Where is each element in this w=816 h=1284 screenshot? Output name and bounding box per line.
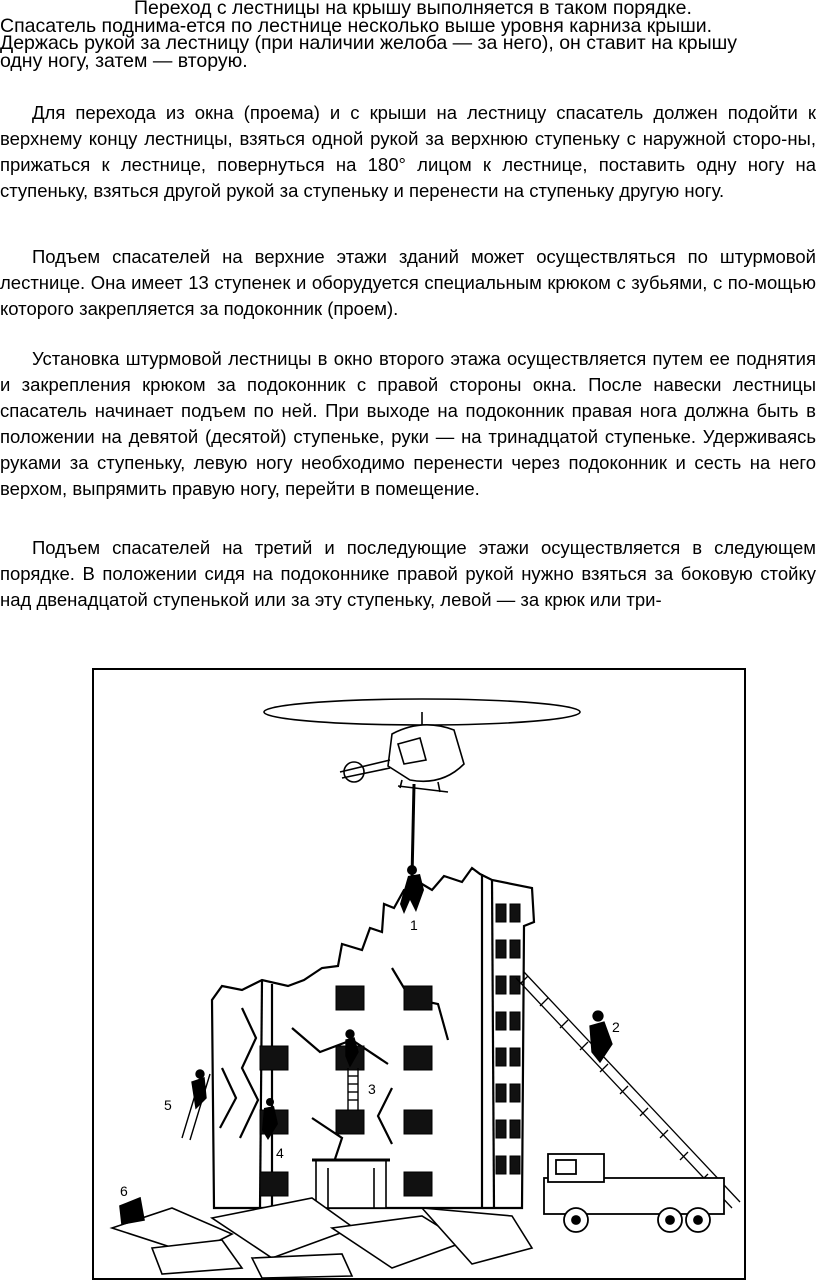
paragraph: Для перехода из окна (проема) и с крыши на лестницу спасатель должен подойти к верхнему концу лестницы, взяться одной рукой за верхнюю ступеньку с наружной сторо-ны, прижаться к лестнице, повернуться на 180° лицом к лестнице, поставить одну ногу на ступеньку, взяться другой рукой за ступеньку и перенести на ступеньку другую ногу. [0,102,816,201]
figure-label-6: 6 [120,1183,128,1199]
figure-label-1: 1 [410,917,418,933]
paragraph: Установка штурмовой лестницы в окно второго этажа осуществляется путем ее поднятия и закрепления крюком за подоконник с правой стороны окна. После навески лестницы спасатель начинает подъем по ней. При выходе на подоконник правая нога должна быть в положении на девятой (десятой) ступеньке, руки — на тринадцатой ступеньке. Удерживаясь руками за ступеньку, левую ногу необходимо перенести через подоконник и сесть на него верхом, выпрямить правую ногу, перейти в помещение. [0,348,816,499]
rescue-illustration [92,668,746,1280]
intro-line: Держась рукой за лестницу (при наличии желоба — за него), он ставит на крышу [0,32,737,54]
paragraph: Подъем спасателей на третий и последующие этажи осуществляется в следующем порядке. В положении сидя на подоконнике правой рукой нужно взяться за боковую стойку над двенадцатой ступенькой или за эту ступеньку, левой — за крюк или три- [0,537,816,610]
paragraph: Подъем спасателей на верхние этажи зданий может осуществляться по штурмовой лестнице. Она имеет 13 ступенек и оборудуется специальным крюком с зубьями, с по-мощью которого закрепляется за подоконник (проем). [0,246,816,319]
figure-label-2: 2 [612,1019,620,1035]
figure-label-4: 4 [276,1145,284,1161]
intro-line: Переход с лестницы на крышу выполняется в таком порядке. [134,0,692,19]
entrance [312,1160,390,1208]
intro-line: одну ногу, затем — вторую. [0,49,248,72]
figure-label-5: 5 [164,1097,172,1113]
figure-label-3: 3 [368,1081,376,1097]
intro-block [0,0,816,70]
intro-line: Спасатель поднима-ется по лестнице несколько выше уровня карниза крыши. [0,14,713,37]
